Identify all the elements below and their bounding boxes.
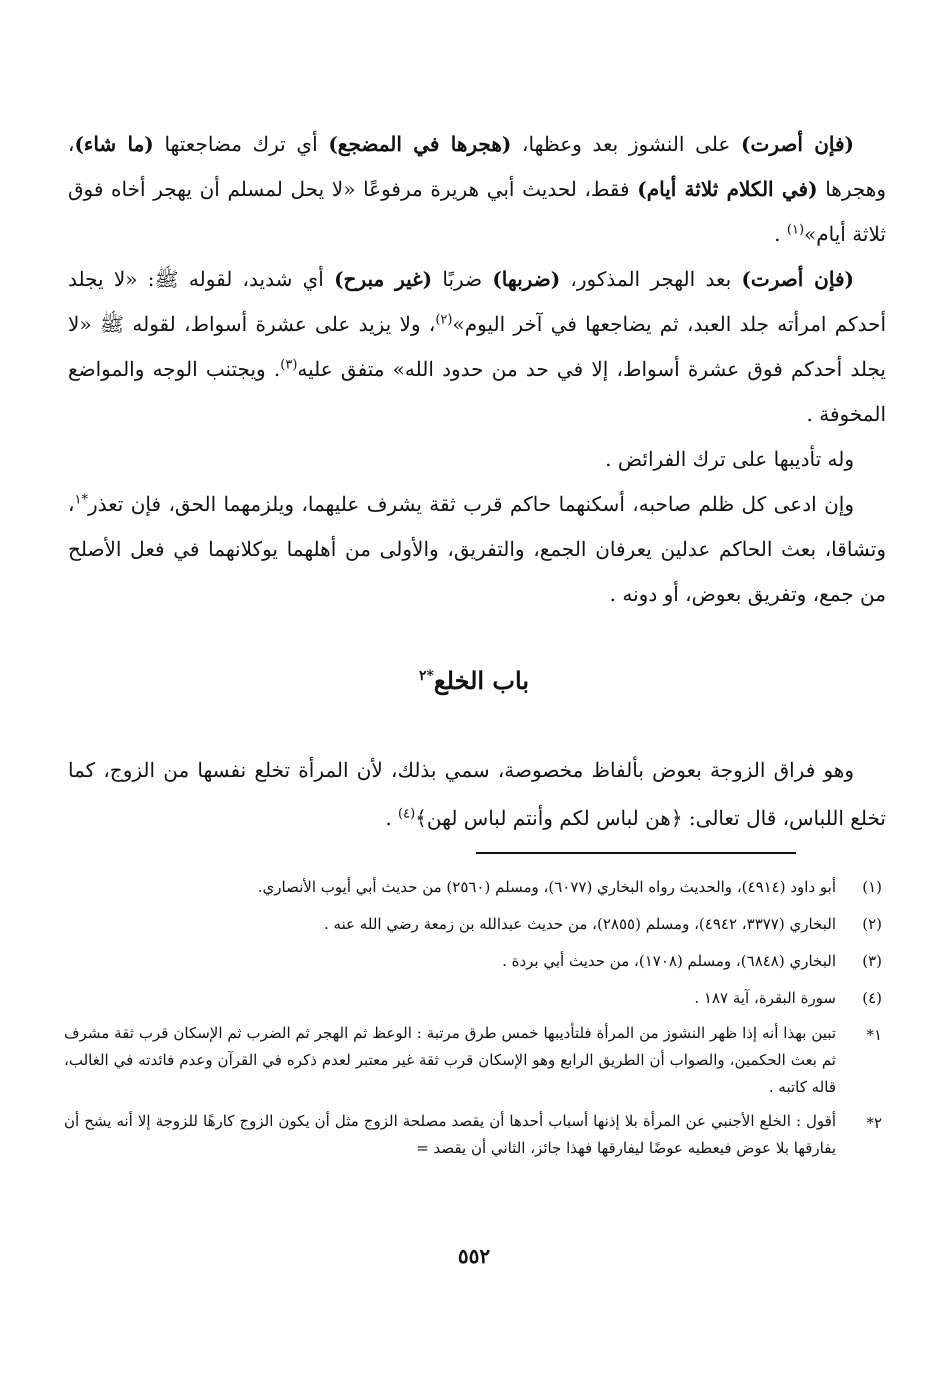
paragraph-khul <box>68 746 886 842</box>
text-run: أي ترك مضاجعتها <box>153 132 329 156</box>
footnote-ref: *١ <box>74 492 88 508</box>
editor-note-item <box>64 1108 882 1162</box>
footnote-ref: (١) <box>786 222 805 238</box>
footnote-text: البخاري (٦٨٤٨)، ومسلم (١٧٠٨)، من حديث أبي بردة . <box>502 952 836 970</box>
text-run: ، ولا يزيد على عشرة أسواط، لقوله ﷺ «لا يجلد أحدكم فوق عشرة أسواط، إلا في حد من حدود الله» متفق عليه <box>68 312 887 381</box>
footnote-number: ٢* <box>866 1114 882 1132</box>
bold-term: (فإن أصرت) <box>741 267 854 291</box>
footnote-ref: *٢ <box>419 668 434 684</box>
chapter-title: باب الخلع <box>433 666 529 695</box>
footnote-text: أبو داود (٤٩١٤)، والحديث رواه البخاري (٦٠٧٧)، ومسلم (٢٥٦٠) من حديث أبي أيوب الأنصاري. <box>257 878 836 896</box>
bold-term: (فإن أصرت) <box>741 132 854 156</box>
text-run: ضربًا <box>432 267 493 291</box>
footnote-divider <box>476 852 796 854</box>
footnote-text: تبين بهذا أنه إذا ظهر النشوز من المرأة فلتأديبها خمس طرق مرتبة : الوعظ ثم الهجر ثم الضرب ثم الإسكان قرب ثقة مشرف ثم بعث الحكمين، والصواب أن الطريق الرابع وهو الإسكان قرب ثقة غير معتبر لعدم ذكره في القرآن وعدم فائدته في الغالب، قاله كاتبه . <box>64 1024 836 1096</box>
text-run: ، وتشاقا، بعث الحاكم عدلين يعرفان الجمع، والتفريق، والأولى من أهلهما يوكلانهما في فعل الأصلح من جمع، وتفريق بعوض، أو دونه . <box>68 492 886 606</box>
text-run: بعد الهجر المذكور، <box>560 267 742 291</box>
page-number: ٥٥٢ <box>457 1244 491 1268</box>
footnote-number: (٤) <box>862 989 882 1007</box>
text-run: . <box>774 222 787 246</box>
footnote-item <box>64 872 882 902</box>
text-run: فقط، لحديث أبي هريرة مرفوعًا «لا يحل لمسلم أن يهجر أخاه فوق ثلاثة أيام» <box>68 177 886 246</box>
text-run: وهو فراق الزوجة بعوض بألفاظ مخصوصة، سمي بذلك، لأن المرأة تخلع نفسها من الزوج، كما تخلع اللباس، قال تعالى: ﴿هن لباس لكم وأنتم لباس لهن﴾ <box>68 758 886 830</box>
paragraph-faraid: وله تأديبها على ترك الفرائض . <box>605 447 854 471</box>
footnote-text: البخاري (٣٣٧٧، ٤٩٤٢)، ومسلم (٢٨٥٥)، من حديث عبدالله بن زمعة رضي الله عنه . <box>323 915 836 933</box>
footnote-item <box>64 909 882 939</box>
text-run: ، وهجرها <box>68 132 886 201</box>
bold-term: (ضربها) <box>492 267 561 291</box>
bold-term: (هجرها في المضجع) <box>328 132 512 156</box>
chapter-heading <box>0 656 948 701</box>
khul-definition <box>68 746 886 842</box>
footnote-ref: (٤) <box>398 806 416 822</box>
text-run: . ويجتنب الوجه والمواضع المخوفة . <box>68 357 886 426</box>
bold-term: (ما شاء) <box>74 132 154 156</box>
main-text <box>68 122 886 617</box>
editor-note-item <box>64 1020 882 1101</box>
text-run: . <box>385 806 399 830</box>
bold-term: (غير مبرح) <box>334 267 433 291</box>
footnotes <box>64 872 882 1169</box>
footnote-number: (٣) <box>862 952 882 970</box>
footnote-ref: (٣) <box>280 357 298 373</box>
text-run: أي شديد، لقوله ﷺ: «لا يجلد أحدكم امرأته جلد العبد، ثم يضاجعها في آخر اليوم» <box>68 267 887 336</box>
footnote-number: (١) <box>862 878 882 896</box>
text-run: وإن ادعى كل ظلم صاحبه، أسكنهما حاكم قرب ثقة يشرف عليهما، ويلزمهما الحق، فإن تعذر <box>87 492 854 516</box>
footnote-number: (٢) <box>862 915 882 933</box>
paragraph-hakamayn <box>68 482 886 617</box>
paragraph-nushuz-darb <box>68 257 886 437</box>
footnote-ref: (٢) <box>435 312 453 328</box>
bold-term: (في الكلام ثلاثة أيام) <box>637 177 818 201</box>
footnote-number: ١* <box>866 1026 882 1044</box>
footnote-item <box>64 983 882 1013</box>
footnote-text: أقول : الخلع الأجنبي عن المرأة بلا إذنها أسباب أحدها أن يقصد مصلحة الزوج مثل أن يكون الزوج كارهًا للزوجة إلا أنه يشح أن يفارقها بلا عوض فيعطيه عوضًا ليفارقها فهذا جائز، الثاني أن يقصد = <box>64 1112 836 1157</box>
paragraph-nushuz-hajr <box>68 122 886 257</box>
footnote-text: سورة البقرة، آية ١٨٧ . <box>694 989 836 1007</box>
footnote-item <box>64 946 882 976</box>
text-run: على النشوز بعد وعظها، <box>511 132 742 156</box>
